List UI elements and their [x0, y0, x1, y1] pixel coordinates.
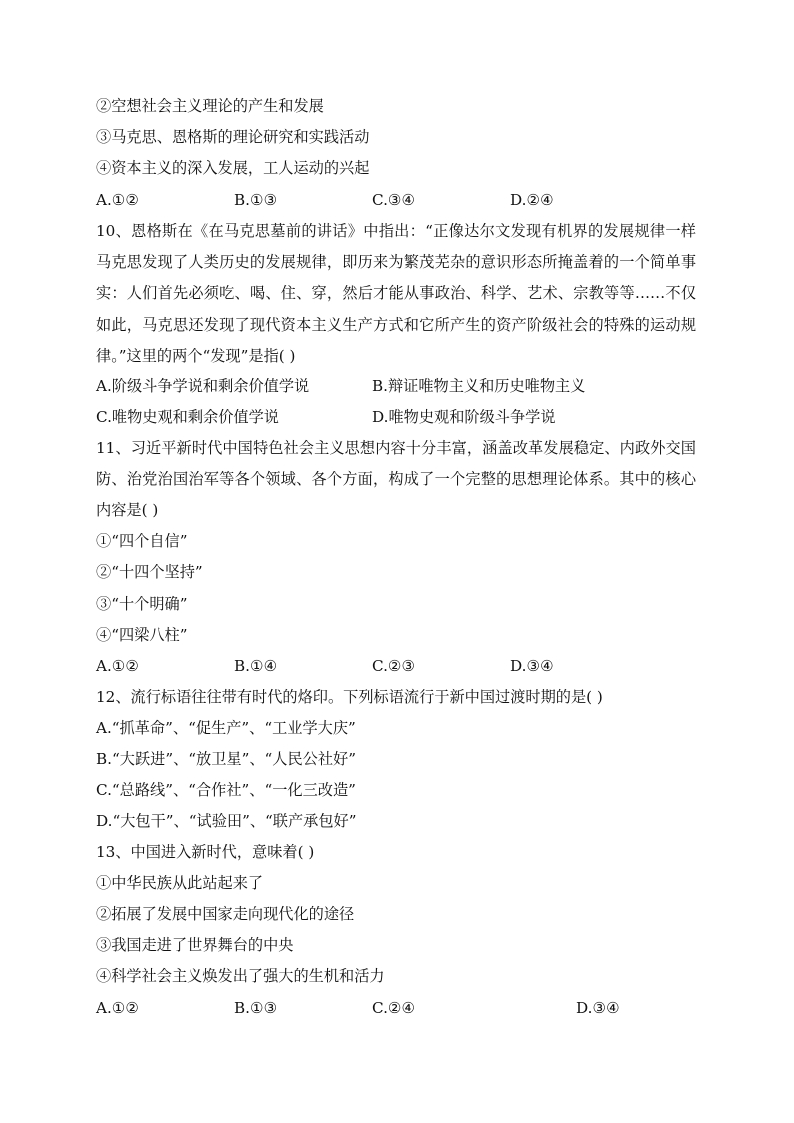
q10-option-c: C.唯物史观和剩余价值学说 [96, 408, 279, 426]
q9-item-4: ④资本主义的深入发展，工人运动的兴起 [96, 159, 370, 177]
q11-option-b: B.①④ [234, 657, 278, 675]
q13-item-4: ④科学社会主义焕发出了强大的生机和活力 [96, 967, 385, 985]
q11-option-c: C.②③ [372, 657, 416, 675]
q13-option-b: B.①③ [234, 999, 278, 1017]
q10-stem: 10、恩格斯在《在马克思墓前的讲话》中指出：“正像达尔文发现有机界的发展规律一样马克思发现了人类历史的发展规律，即历来为繁茂芜杂的意识形态所掩盖着的一个简单事实：人们首先必须吃、喝、住、穿，然后才能从事政治、科学、艺术、宗教等等……不仅如此，马克思还发现了现代资本主义生产方式和它所产生的资产阶级社会的特殊的运动规律。”这里的两个“发现”是指( ) [96, 222, 696, 365]
q11-item-2: ②“十四个坚持” [96, 563, 203, 581]
q9-option-d: D.②④ [510, 191, 554, 209]
q11-option-a: A.①② [96, 657, 140, 675]
q12-option-a: A.“抓革命”、“促生产”、“工业学大庆” [96, 719, 356, 737]
q13-option-a: A.①② [96, 999, 140, 1017]
q10-option-d: D.唯物史观和阶级斗争学说 [372, 408, 556, 426]
q13-item-3: ③我国走进了世界舞台的中央 [96, 936, 294, 954]
q9-item-2: ②空想社会主义理论的产生和发展 [96, 97, 324, 115]
q12-option-b: B.“大跃进”、“放卫星”、“人民公社好” [96, 750, 357, 768]
q10-option-a: A.阶级斗争学说和剩余价值学说 [96, 377, 310, 395]
q13-item-1: ①中华民族从此站起来了 [96, 874, 264, 892]
q11-option-d: D.③④ [510, 657, 554, 675]
q9-item-3: ③马克思、恩格斯的理论研究和实践活动 [96, 128, 370, 146]
q11-item-3: ③“十个明确” [96, 595, 188, 613]
q9-option-b: B.①③ [234, 191, 278, 209]
q13-option-c: C.②④ [372, 999, 416, 1017]
q12-option-c: C.“总路线”、“合作社”、“一化三改造” [96, 781, 356, 799]
q10-option-b: B.辩证唯物主义和历史唯物主义 [372, 377, 586, 395]
q13-stem: 13、中国进入新时代，意味着( ) [96, 843, 315, 861]
q12-option-d: D.“大包干”、“试验田”、“联产承包好” [96, 812, 357, 830]
q11-item-1: ①“四个自信” [96, 532, 188, 550]
q13-item-2: ②拓展了发展中国家走向现代化的途径 [96, 905, 355, 923]
q12-stem: 12、流行标语往往带有时代的烙印。下列标语流行于新中国过渡时期的是( ) [96, 688, 603, 706]
q13-option-d: D.③④ [576, 999, 620, 1017]
q9-option-c: C.③④ [372, 191, 416, 209]
q11-item-4: ④“四梁八柱” [96, 626, 188, 644]
q11-stem: 11、习近平新时代中国特色社会主义思想内容十分丰富，涵盖改革发展稳定、内政外交国防、治党治国治军等各个领域、各个方面，构成了一个完整的思想理论体系。其中的核心内容是( ) [96, 439, 696, 520]
q9-option-a: A.①② [96, 191, 140, 209]
